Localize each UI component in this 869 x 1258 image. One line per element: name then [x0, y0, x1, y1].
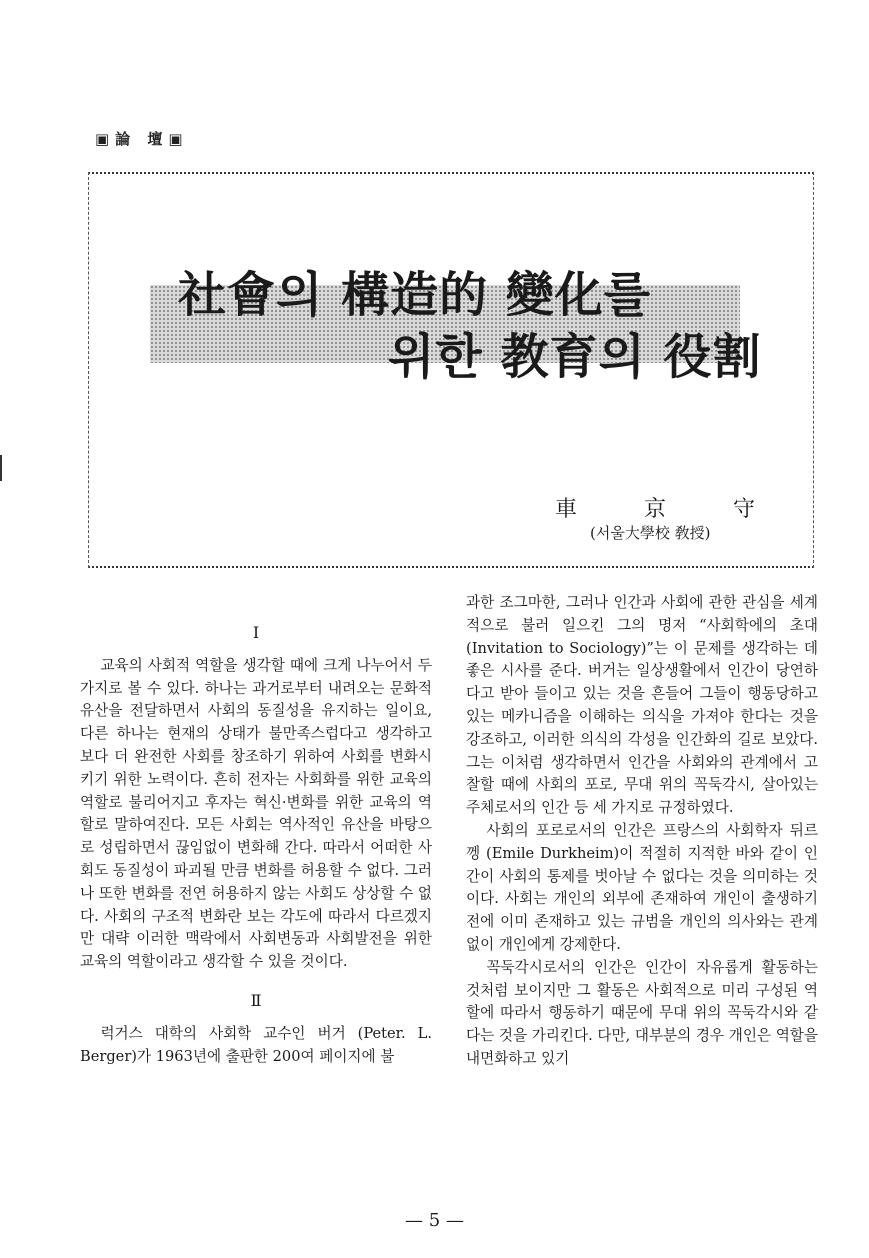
author-name [555, 492, 755, 523]
body-paragraph: 과한 조그마한, 그러나 인간과 사회에 관한 관심을 세계적으로 불러 일으킨 그의 명저 “사회학에의 초대 (Invitation to Sociology)”는 이 문제를 생각하는 데 좋은 시사를 준다. 버거는 일상생활에서 인간이 당연하다고 받아 들이고 있는 것을 흔들어 그들이 행동당하고 있는 메카니즘을 이해하는 의식을 가져야 한다는 것을 강조하고, 이러한 의식의 각성을 인간화의 길로 보았다. 그는 이처럼 생각하면서 인간을 사회와의 관계에서 고찰할 때에 사회의 포로, 무대 위의 꼭둑각시, 살아있는 주체로서의 인간 등 세 가지로 규정하였다. [466, 594, 818, 817]
section-heading-2: Ⅱ [250, 990, 262, 1010]
margin-mark [0, 455, 2, 481]
body-paragraph: 사회의 포로로서의 인간은 프랑스의 사회학자 뒤르껭 (Emile Durkheim)이 적절히 지적한 바와 같이 인간이 사회의 통제를 벗아날 수 없다는 것을 의미하는 것이다. 사회는 개인의 외부에 존재하여 개인이 출생하기 전에 이미 존재하고 있는 규범을 개인의 의사와는 관계없이 개인에게 강제한다. [466, 821, 818, 953]
right-column [466, 592, 818, 1071]
author-name-char: 守 [732, 497, 755, 522]
body-paragraph: 꼭둑각시로서의 인간은 인간이 자유롭게 활동하는 것처럼 보이지만 그 활동은 사회적으로 미리 구성된 역할에 따라서 행동하기 때문에 무대 위의 꼭둑각시와 같다는 것을 가리킨다. 다만, 대부분의 경우 개인은 역할을 내면화하고 있기 [466, 958, 818, 1067]
article-title-line2: 위한 教育의 役割 [388, 329, 762, 385]
body-paragraph: 럭거스 대학의 사회학 교수인 버거 (Peter. L. Berger)가 1963년에 출판한 200여 페이지에 불 [80, 1024, 432, 1065]
author-affiliation: (서울大學校 敎授) [590, 524, 711, 542]
page-number: — 5 — [405, 1210, 464, 1231]
author-name-char: 京 [643, 497, 666, 522]
author-name-char: 車 [555, 497, 578, 522]
section-tag: ▣論 壇▣ [95, 130, 189, 148]
section-heading-1: I [252, 623, 260, 642]
body-paragraph: 교육의 사회적 역할을 생각할 때에 크게 나누어서 두 가지로 볼 수 있다. 하나는 과거로부터 내려오는 문화적 유산을 전달하면서 사회의 동질성을 유지하는 일이요, 다른 하나는 현재의 상태가 불만족스럽다고 생각하고 보다 더 완전한 사회를 창조하기 위하여 사회를 변화시키기 위한 노력이다. 흔히 전자는 사회화를 위한 교육의 역할로 불리어지고 후자는 혁신·변화를 위한 교육의 역할로 말하여진다. 모든 사회는 역사적인 유산을 바탕으로 성립하면서 끊임없이 변화해 간다. 따라서 어떠한 사회도 동질성이 파괴될 만큼 변화를 허용할 수 없다. 그러나 또한 변화를 전연 허용하지 않는 사회도 상상할 수 없다. 사회의 구조적 변화란 보는 각도에 따라서 다르겠지만 대략 이러한 맥락에서 사회변동과 사회발전을 위한 교육의 역할이라고 생각할 수 있을 것이다. [80, 656, 432, 971]
article-title-line1: 社會의 構造的 變化를 [178, 267, 652, 323]
left-column [80, 622, 432, 1068]
